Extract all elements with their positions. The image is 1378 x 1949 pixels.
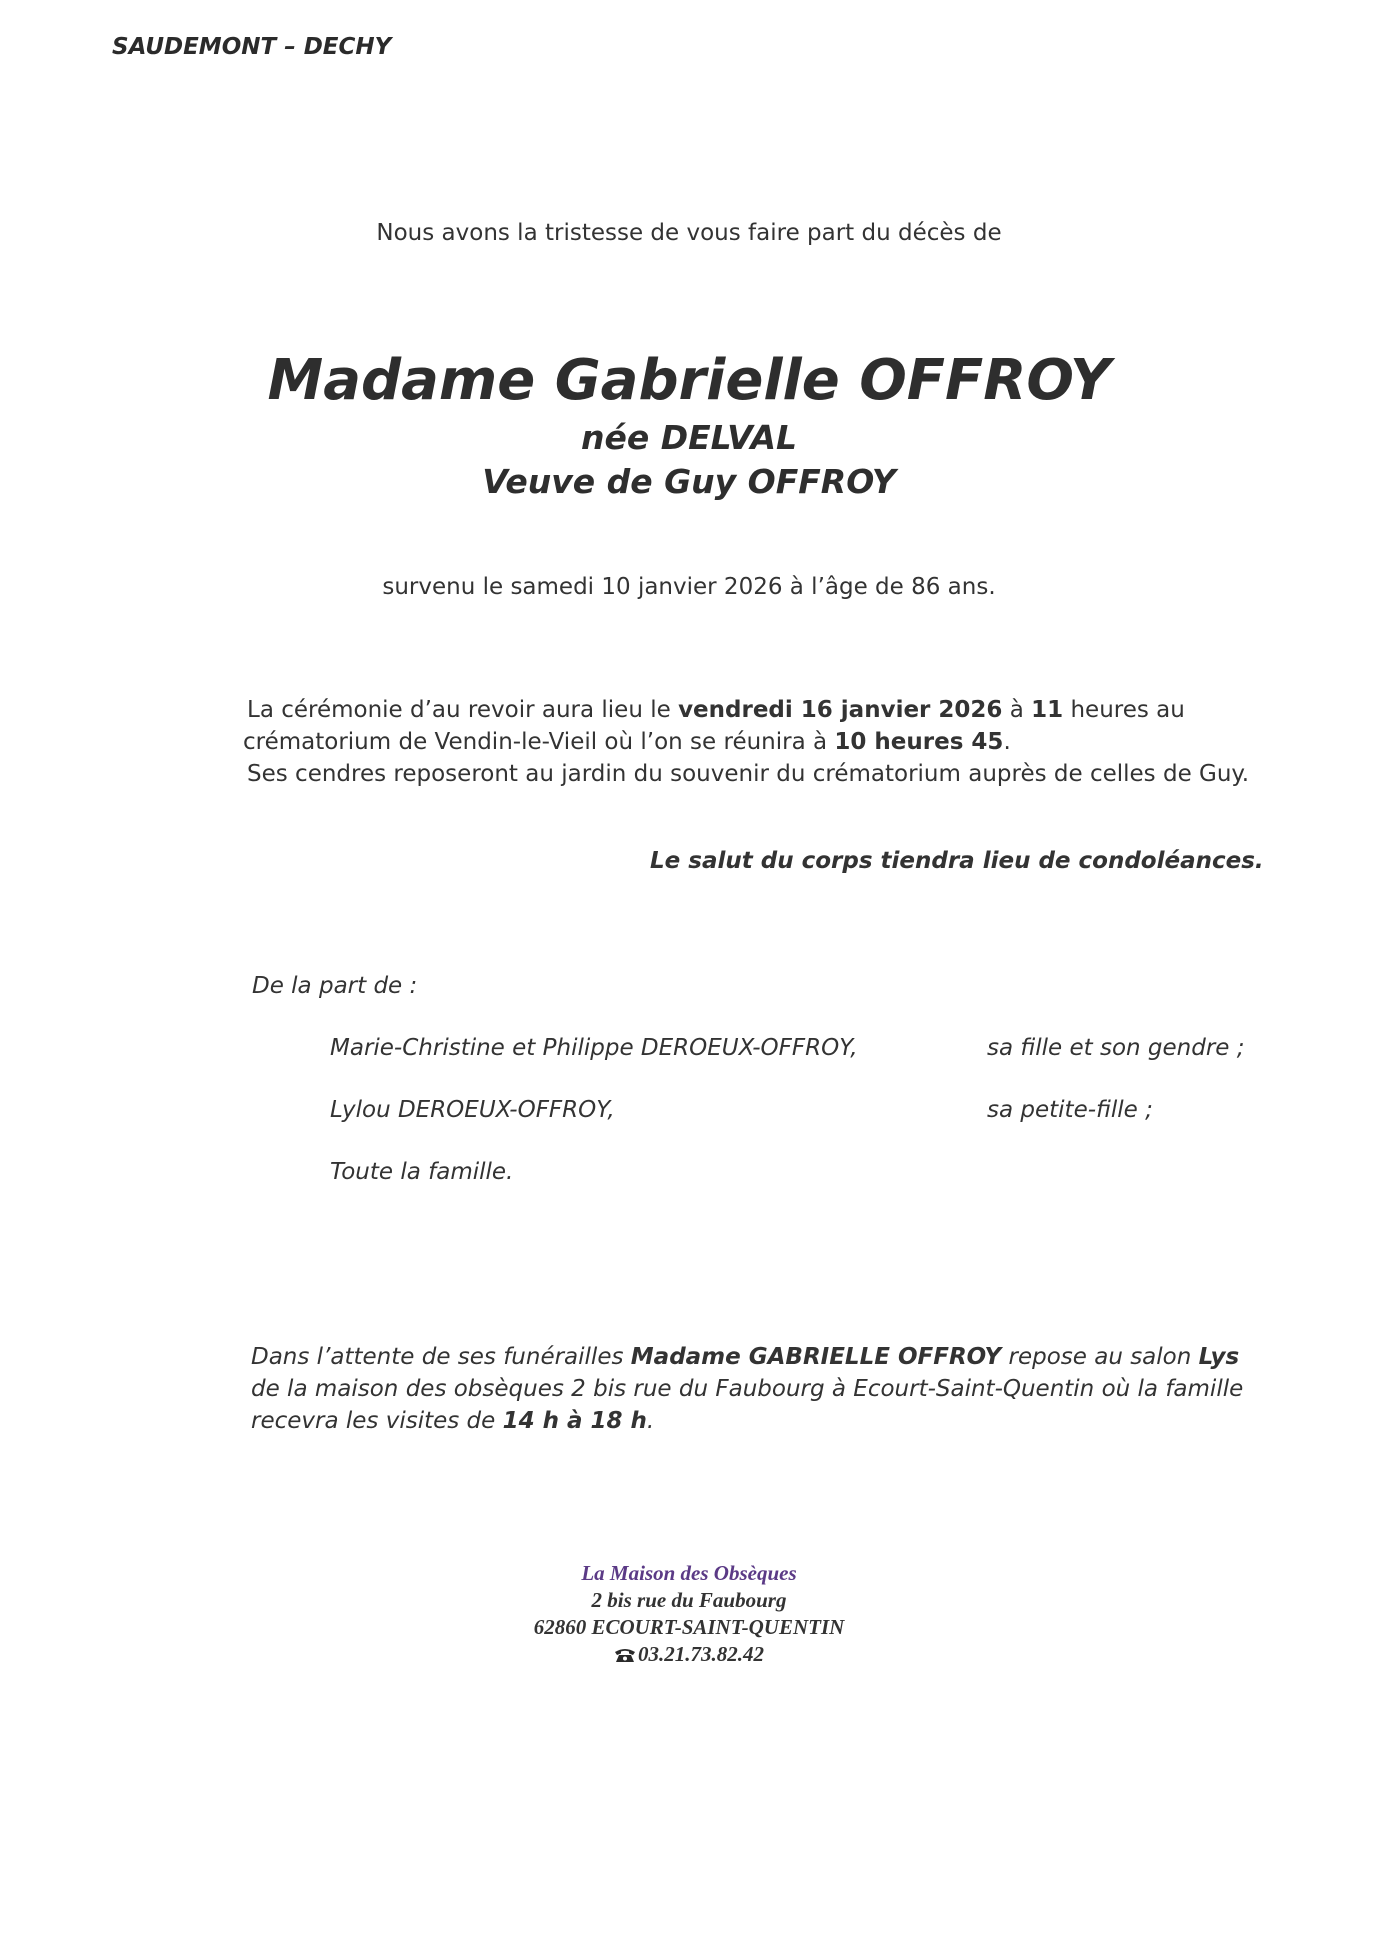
family-member-relation: sa fille et son gendre ; [987, 1035, 1245, 1061]
ceremony-hour: 11 [1031, 697, 1064, 723]
ceremony-text: heures au [1063, 697, 1185, 723]
family-member-name: Marie-Christine et Philippe DEROEUX-OFFROY, [330, 1035, 858, 1061]
visitation-deceased-name: Madame GABRIELLE OFFROY [630, 1344, 1002, 1370]
deceased-block [0, 346, 1378, 504]
ceremony-block [243, 694, 1307, 790]
visitation-text: recevra les visites de [251, 1408, 503, 1434]
funeral-home-phone-line [0, 1641, 1378, 1668]
funeral-home-block [0, 1560, 1378, 1668]
intro-text: Nous avons la tristesse de vous faire part du décès de [376, 220, 1002, 246]
widow-of: Veuve de Guy OFFROY [482, 462, 896, 501]
family-member-row [330, 1097, 1330, 1129]
family-member-relation: sa petite-fille ; [987, 1097, 1153, 1123]
family-member-row [330, 1159, 1330, 1191]
ceremony-text: . [1003, 729, 1011, 755]
deceased-name: Madame Gabrielle OFFROY [267, 348, 1111, 413]
ceremony-text: La cérémonie d’au revoir aura lieu le [247, 697, 679, 723]
ceremony-date: vendredi 16 janvier 2026 [678, 697, 1003, 723]
maiden-name: née DELVAL [580, 418, 798, 457]
funeral-home-city: 62860 ECOURT-SAINT-QUENTIN [533, 1615, 845, 1639]
family-member-name: Lylou DEROEUX-OFFROY, [330, 1097, 615, 1123]
location-header: SAUDEMONT – DECHY [112, 34, 392, 60]
ceremony-line-2 [243, 726, 1307, 758]
ceremony-text: crématorium de Vendin-le-Vieil où l’on se réunira à [243, 729, 835, 755]
visitation-block [251, 1341, 1331, 1437]
death-info: survenu le samedi 10 janvier 2026 à l’âge de 86 ans. [382, 574, 996, 600]
family-member-name: Toute la famille. [330, 1159, 514, 1185]
gathering-time: 10 heures 45 [834, 729, 1004, 755]
visitation-line-2: de la maison des obsèques 2 bis rue du Faubourg à Ecourt-Saint-Quentin où la famille [251, 1376, 1244, 1402]
ceremony-text: à [1002, 697, 1032, 723]
visitation-hours: 14 h à 18 h [502, 1408, 647, 1434]
funeral-home-street: 2 bis rue du Faubourg [591, 1588, 787, 1612]
phone-icon [614, 1647, 636, 1663]
condolences-note: Le salut du corps tiendra lieu de condoléances. [650, 848, 1264, 874]
ceremony-line-1 [247, 694, 1307, 726]
family-heading: De la part de : [252, 973, 418, 999]
visitation-line-3 [251, 1405, 1331, 1437]
funeral-home-name: La Maison des Obsèques [581, 1561, 797, 1585]
visitation-salon: Lys [1198, 1344, 1240, 1370]
visitation-text: Dans l’attente de ses funérailles [251, 1344, 631, 1370]
death-info-block [0, 574, 1378, 600]
funeral-home-phone: 03.21.73.82.42 [638, 1642, 764, 1666]
visitation-text: repose au salon [1001, 1344, 1199, 1370]
visitation-line-1 [251, 1341, 1331, 1373]
visitation-text: . [646, 1408, 655, 1434]
family-member-row [330, 1035, 1330, 1067]
ceremony-line-3: Ses cendres reposeront au jardin du souvenir du crématorium auprès de celles de Guy. [247, 761, 1250, 787]
